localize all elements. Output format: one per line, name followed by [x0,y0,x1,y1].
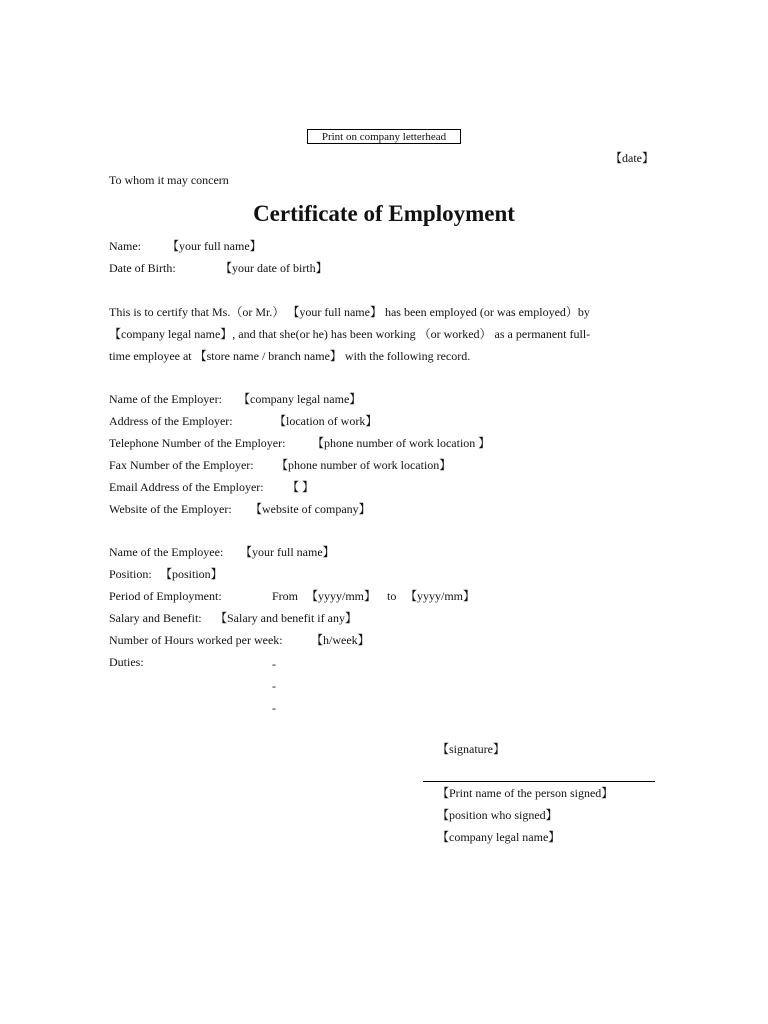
dob-value: 【your date of birth】 [220,261,328,275]
duty-item: - [272,679,276,693]
employer-website-label: Website of the Employer: [109,502,232,516]
duty-item: - [272,701,276,715]
employer-fax-value: 【phone number of work location】 [276,458,452,472]
hours-value: 【h/week】 [311,633,370,647]
employer-website-value: 【website of company】 [250,502,371,516]
letterhead-note: Print on company letterhead [307,129,461,144]
position-value: 【position】 [160,567,223,581]
duties-label: Duties: [109,655,144,669]
salary-value: 【Salary and benefit if any】 [215,611,357,625]
employer-name-label: Name of the Employer: [109,392,222,406]
hours-label: Number of Hours worked per week: [109,633,283,647]
signer-print-name: 【Print name of the person signed】 [437,786,614,800]
certify-line-1: This is to certify that Ms.（or Mr.） 【your full name】 has been employed (or was employed）by [109,305,590,319]
signature-line [423,781,655,782]
employer-phone-value: 【phone number of work location 】 [312,436,491,450]
employer-fax-label: Fax Number of the Employer: [109,458,254,472]
position-label: Position: [109,567,152,581]
date-placeholder: 【date】 [610,151,654,165]
signer-company: 【company legal name】 [437,830,561,844]
period-from-value: 【yyyy/mm】 [306,589,377,603]
name-label: Name: [109,239,141,253]
period-from-label: From [272,589,299,603]
employer-address-value: 【location of work】 [274,414,378,428]
signer-position: 【position who signed】 [437,808,558,822]
employee-name-label: Name of the Employee: [109,545,224,559]
employer-phone-label: Telephone Number of the Employer: [109,436,286,450]
period-label: Period of Employment: [109,589,222,603]
duty-item: - [272,657,276,671]
employer-email-label: Email Address of the Employer: [109,480,264,494]
dob-label: Date of Birth: [109,261,176,275]
certify-line-2: 【company legal name】, and that she(or he) has been working （or worked） as a permanent full- [109,327,591,341]
salutation: To whom it may concern [109,173,229,187]
document-title: Certificate of Employment [253,201,515,226]
period-to-value: 【yyyy/mm】 [405,589,476,603]
salary-label: Salary and Benefit: [109,611,202,625]
employer-email-value: 【 】 [287,480,315,494]
signature-placeholder: 【signature】 [437,742,505,756]
certify-line-3: time employee at 【store name / branch name】 with the following record. [109,349,471,363]
employer-name-value: 【company legal name】 [238,392,362,406]
employer-address-label: Address of the Employer: [109,414,233,428]
employee-name-value: 【your full name】 [240,545,335,559]
name-value: 【your full name】 [167,239,262,253]
period-to-label: to [387,589,397,603]
